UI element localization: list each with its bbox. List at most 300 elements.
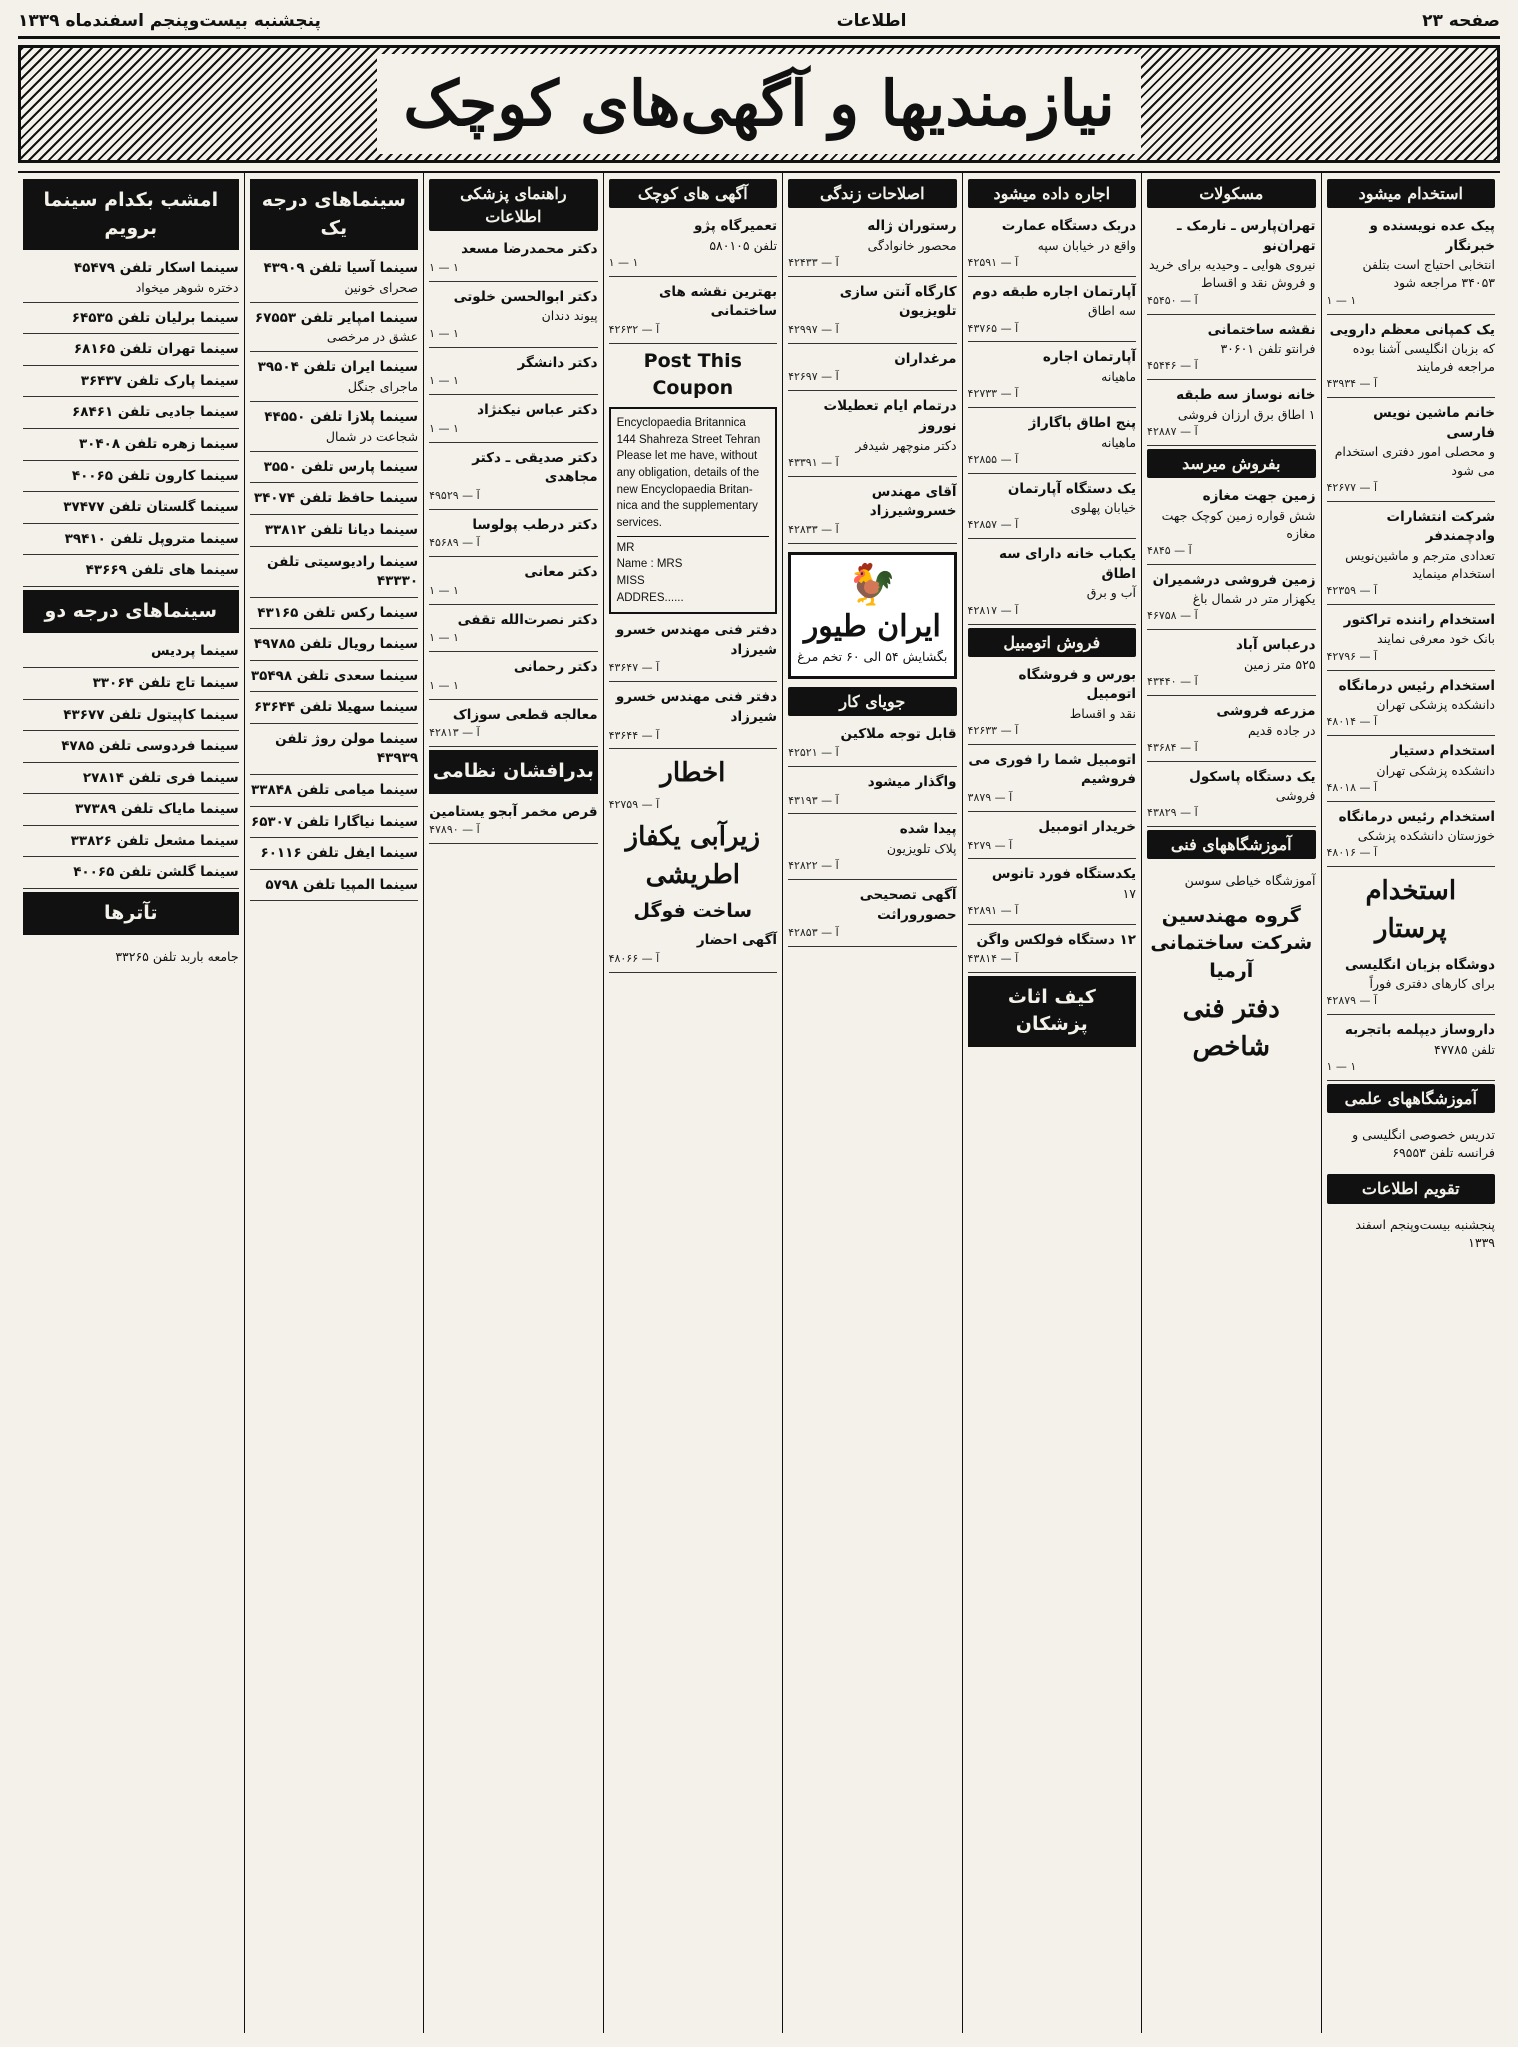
- ad-headline: قابل توجه ملاکین: [840, 726, 957, 743]
- theater-text: جامعه باربد تلفن ۳۳۲۶۵: [115, 948, 239, 964]
- ad-headline: سینما ایفل تلفن ۶۰۱۱۶: [260, 845, 419, 862]
- ad-item: [968, 345, 1136, 408]
- ad-ref: آ — ۳۸۷۹: [967, 791, 1013, 804]
- ad-headline: یک دستگاه آپارتمان: [1007, 480, 1137, 497]
- ad-ref: آ — ۴۳۶۴۷: [608, 661, 660, 675]
- ad-text: در جاده قدیم: [1247, 722, 1316, 738]
- britannica-coupon: [609, 407, 777, 614]
- ad-headline: پنج اطاق باگاراژ: [1028, 415, 1137, 432]
- ad-headline: سینما رویال تلفن ۴۹۷۸۵: [253, 636, 419, 653]
- ad-item: [788, 722, 956, 767]
- ad-ref: ۱ — ۱: [429, 326, 459, 340]
- ad-list: [788, 214, 956, 543]
- big-ad-headline: استخدام پرستار: [1365, 876, 1457, 945]
- ad-text: شش قواره زمین کوچک جهت مغازه: [1161, 507, 1316, 541]
- ad-text: خوزستان دانشکده پزشکی: [1357, 828, 1495, 844]
- section-header: آگهی های کوچک: [609, 179, 777, 208]
- iran-tiyr-ad: [788, 552, 956, 680]
- ad-item: [609, 618, 777, 682]
- ad-text: پلاک تلویزیون: [886, 841, 957, 856]
- ad-item: [1327, 739, 1495, 802]
- ad-headline: دکتر عباس نیکنژاد: [477, 402, 598, 418]
- ad-headline: دفتر فنی مهندس خسرو شیرزاد: [615, 622, 778, 658]
- ad-text: صحرای خونین: [344, 279, 419, 295]
- ad-item: [609, 214, 777, 277]
- big-banner: کیف اثاث پزشکان: [968, 976, 1136, 1047]
- ad-list: [429, 237, 597, 747]
- ad-ref: آ — ۴۲۷۹: [967, 838, 1013, 852]
- coupon-fields: [617, 536, 769, 607]
- ad-ref: آ — ۴۲۸۲۲: [788, 859, 839, 873]
- ad-ref: آ — ۴۲۸۱۷: [967, 603, 1019, 617]
- ad-headline: سینما نیاگارا تلفن ۶۵۳۰۷: [250, 813, 419, 830]
- coupon-line: new Encyclopaedia Britan-: [616, 483, 753, 496]
- ad-item: [788, 280, 956, 344]
- section-header: مسکولات: [1147, 179, 1315, 208]
- ad-text: ماجرای جنگل: [347, 379, 419, 395]
- ad-list: [788, 722, 956, 947]
- ad-item: [23, 766, 239, 795]
- ad-headline: یکباب خانه دارای سه اطاق: [999, 546, 1137, 582]
- ad-item: [250, 256, 418, 303]
- ad-ref: آ — ۴۳۴۴۰: [1147, 675, 1198, 688]
- column-employment: [1321, 173, 1500, 2033]
- ad-item: [250, 601, 418, 630]
- ad-headline: دکتر درطب پولوسا: [472, 516, 598, 533]
- ad-ref: آ — ۴۲۸۷۹: [1326, 994, 1378, 1008]
- ad-ref: آ — ۴۸۴۵: [1147, 543, 1192, 557]
- ad-headline: خانم ماشین نویس فارسی: [1373, 405, 1495, 441]
- ad-item: [1327, 505, 1495, 605]
- column-property: [1141, 173, 1320, 2033]
- ad-headline: سینما تاج تلفن ۳۳۰۶۴: [92, 674, 239, 691]
- ad-item: [968, 280, 1136, 343]
- ad-item: [250, 455, 418, 484]
- ad-item: [1147, 214, 1315, 314]
- ad-item: [1147, 484, 1315, 565]
- ad-headline: سینما رادیوسیتی تلفن ۴۳۳۳۰: [267, 553, 419, 590]
- section-header: آموزشگاههای فنی: [1147, 830, 1315, 859]
- ad-text: ۵۲۵ متر زمین: [1244, 656, 1316, 672]
- ad-headline: خانه نوساز سه طبقه: [1176, 387, 1316, 404]
- ad-item: [250, 632, 418, 661]
- ad-headline: دکتر دانشگر: [517, 354, 598, 371]
- ad-text: نیروی هوایی ـ وحیدیه برای خرید و فروش نقد و اقساط: [1149, 257, 1316, 291]
- ad-headline: آقای مهندس خسروشیرزاد: [869, 483, 957, 520]
- ad-item: [1327, 1018, 1495, 1081]
- ad-ref: ۱ — ۱: [1326, 1060, 1357, 1074]
- ad-item: [968, 411, 1136, 474]
- ad-ref: آ — ۴۳۳۹۱: [788, 455, 839, 469]
- ad-headline: سینما دیانا تلفن ۳۳۸۱۲: [264, 521, 419, 538]
- ad-item: [23, 432, 239, 461]
- ad-item: [23, 703, 239, 732]
- ad-headline: سینما فردوسی تلفن ۴۷۸۵: [61, 738, 239, 755]
- ad-text: آب و برق: [1086, 585, 1137, 601]
- ad-item: [1327, 674, 1495, 737]
- ad-text: بانک خود معرفی نمایند: [1377, 631, 1495, 647]
- ad-text: دکتر منوچهر شیدفر: [855, 437, 957, 453]
- ad-headline: استخدام دستیار: [1390, 743, 1495, 760]
- coupon-field: MR: [616, 541, 635, 554]
- ad-headline: زمین جهت مغازه: [1202, 487, 1316, 504]
- ad-item: [23, 797, 239, 826]
- ad-list: [609, 618, 777, 749]
- section-header: بفروش میرسد: [1147, 449, 1315, 478]
- ad-list: [1327, 214, 1495, 867]
- ad-item: [968, 214, 1136, 277]
- rooster-icon: 🐓: [847, 561, 898, 608]
- ad-ref: ۱ — ۱: [429, 260, 459, 274]
- ad-ref: ۱ — ۱: [429, 583, 459, 597]
- ad-ref: آ — ۴۲۳۵۹: [1326, 583, 1378, 597]
- ad-headline: شرکت انتشارات وادچمندفر: [1386, 508, 1495, 545]
- ad-item: [1327, 953, 1495, 1016]
- ad-item: [1147, 699, 1315, 762]
- ad-item: [968, 663, 1136, 745]
- ad-ref: ۱ — ۱: [429, 631, 459, 645]
- coupon-line: any obligation, details of the: [616, 466, 760, 479]
- ad-text: دختره شوهر میخواد: [135, 279, 239, 295]
- ad-text: واقع در خیابان سپه: [1037, 237, 1137, 253]
- ad-headline: استخدام راننده تراکتور: [1343, 611, 1495, 628]
- ad-headline: رستوران ژاله: [867, 218, 957, 235]
- ad-ref: آ — ۴۲۸۳۳: [788, 522, 839, 536]
- ad-list: [1147, 214, 1315, 446]
- ad-headline: سینما جادیی تلفن ۶۸۴۶۱: [71, 404, 239, 421]
- ad-item: [23, 639, 239, 668]
- ad-headline: دکتر معانی: [524, 564, 598, 581]
- ad-headline: سینما گلشن تلفن ۴۰۰۶۵: [73, 864, 239, 881]
- ad-item: [429, 800, 597, 845]
- ad-item: [968, 928, 1136, 973]
- section-header: فروش اتومبیل: [968, 628, 1136, 657]
- ad-item: [429, 655, 597, 700]
- ad-text: پیوند دندان: [541, 308, 598, 324]
- column-medical: [423, 173, 602, 2033]
- ad-headline: دربک دستگاه عمارت: [1001, 218, 1137, 235]
- ad-ref: آ — ۴۲۸۹۱: [967, 904, 1019, 918]
- cinema-list: [250, 256, 418, 901]
- big-ad-headline: گروه مهندسین شرکت ساختمانی آرمیا: [1150, 904, 1313, 982]
- ad-item: [250, 486, 418, 515]
- ad-text: دانشکده پزشکی تهران: [1376, 697, 1495, 713]
- masthead-title: نیازمندیها و آگهی‌های کوچک: [377, 54, 1140, 154]
- ad-list: [968, 663, 1136, 973]
- ad-item: [23, 369, 239, 398]
- ad-item: [609, 928, 777, 973]
- ad-ref: آ — ۴۳۱۹۳: [788, 793, 839, 807]
- ad-item: [609, 685, 777, 749]
- columns: [18, 171, 1500, 2033]
- ad-headline: سینما برلیان تلفن ۶۴۵۳۵: [71, 309, 239, 326]
- ad-item: [23, 400, 239, 429]
- ad-item: [23, 306, 239, 335]
- ad-headline: سینما آسیا تلفن ۴۳۹۰۹: [263, 260, 419, 277]
- ad-text: خیابان پهلوی: [1070, 500, 1137, 516]
- ad-item: [1327, 401, 1495, 501]
- ad-headline: دکتر نصرت‌الله تقفی: [457, 611, 598, 628]
- ad-text: ماهیانه: [1101, 369, 1137, 384]
- ad-ref: آ — ۴۲۶۳۲: [608, 322, 660, 336]
- ad-headline: سینما المپیا تلفن ۵۷۹۸: [265, 876, 419, 893]
- ad-headline: یک کمپانی معظم دارویی: [1329, 321, 1495, 338]
- coupon-body: [617, 415, 769, 532]
- section-header: تقویم اطلاعات: [1327, 1174, 1495, 1203]
- section-header: اجاره داده میشود: [968, 179, 1136, 208]
- ad-headline: استخدام رئیس درمانگاه: [1338, 808, 1495, 825]
- ad-item: [23, 829, 239, 858]
- ad-list: [968, 214, 1136, 624]
- ad-ref: آ — ۴۶۷۵۸: [1147, 609, 1198, 623]
- ad-headline: سینما متروپل تلفن ۳۹۴۱۰: [64, 530, 239, 547]
- ad-headline: سینما پارک تلفن ۳۶۴۳۷: [80, 372, 239, 389]
- ad-headline: پیک عده نویسنده و خبرنگار: [1369, 218, 1495, 254]
- ad-headline: سینما سعدی تلفن ۳۵۴۹۸: [250, 667, 419, 684]
- ad-item: [968, 748, 1136, 812]
- ad-headline: ۱۲ دستگاه فولکس واگن: [976, 932, 1137, 949]
- big-ad-headline: دفتر فنی شاخص: [1182, 994, 1280, 1062]
- ad-text: تلفن ۵۸۰۱۰۵: [709, 237, 778, 253]
- ad-ref: آ — ۴۲۹۹۷: [788, 322, 839, 336]
- ad-list: [429, 800, 597, 845]
- ad-headline: دکتر محمدرضا مسعد: [461, 241, 598, 258]
- ad-item: [968, 542, 1136, 624]
- ad-item: [1327, 608, 1495, 671]
- ad-item: [1147, 318, 1315, 381]
- ad-headline: کارگاه آنتن سازی تلویزیون: [839, 283, 957, 320]
- ad-text: فرانتو تلفن ۳۰۶۰۱: [1220, 341, 1316, 357]
- ad-item: [23, 256, 239, 303]
- ad-headline: سینما تهران تلفن ۶۸۱۶۵: [73, 341, 239, 358]
- ad-item: [429, 398, 597, 443]
- ad-headline: قرص مخمر آبجو یستامین: [429, 803, 598, 820]
- coupon-field: MISS: [616, 575, 645, 588]
- coupon-line: nica and the supplementary: [616, 500, 758, 513]
- ad-item: [429, 237, 597, 282]
- ad-headline: آگهی تصحیحی حصوروراثت: [859, 887, 957, 923]
- ad-ref: ۱ — ۱: [429, 678, 459, 692]
- ad-headline: تعمیرگاه پژو: [693, 218, 778, 235]
- ad-headline: سینما مایاک تلفن ۳۷۳۸۹: [75, 801, 239, 818]
- section-header: اصلاحات زندگی: [788, 179, 956, 208]
- ad-item: [968, 477, 1136, 540]
- ad-ref: آ — ۴۵۶۸۹: [429, 536, 480, 550]
- section-header: سینماهای درجه یک: [250, 179, 418, 250]
- coupon-title: Post This Coupon: [643, 349, 742, 400]
- ad-ref: آ — ۴۲۸۵۳: [788, 926, 839, 940]
- section-masthead: [18, 45, 1500, 163]
- ad-headline: تهران‌پارس ـ نارمک ـ تهران‌نو: [1177, 218, 1316, 254]
- notice-headline: اخطار: [660, 758, 726, 789]
- ad-list: [609, 214, 777, 344]
- ad-headline: سینما فری تلفن ۲۷۸۱۴: [82, 769, 239, 786]
- ad-headline: داروساز دیپلمه باتجربه: [1344, 1022, 1495, 1039]
- ad-item: [429, 513, 597, 558]
- ad-ref: ۱ — ۱: [429, 374, 459, 388]
- column-rentals: [962, 173, 1141, 2033]
- ad-ref: آ — ۴۲۷۵۹: [608, 798, 660, 812]
- ad-headline: مرغداران: [894, 350, 957, 367]
- ad-list: [1327, 953, 1495, 1081]
- paper-name: اطلاعات: [836, 11, 907, 31]
- ad-item: [429, 446, 597, 510]
- ad-ref: آ — ۴۲۷۳۳: [967, 387, 1019, 401]
- ad-headline: معالجه قطعی سوزاک: [452, 706, 598, 723]
- coupon-line: services.: [616, 517, 662, 529]
- ad-item: [429, 285, 597, 348]
- ad-headline: نقشه ساختمانی: [1207, 321, 1316, 338]
- ad-item: [250, 841, 418, 870]
- ad-ref: آ — ۴۷۸۹۰: [429, 823, 480, 837]
- ad-ref: آ — ۴۲۸۵۵: [967, 452, 1019, 466]
- box-banner: بدرافشان نظامی: [429, 750, 597, 794]
- ad-headline: سینما زهره تلفن ۳۰۴۰۸: [78, 436, 239, 453]
- ad-ref: آ — ۴۸۰۱۸: [1326, 780, 1378, 794]
- section-header: امشب بکدام سینما برویم: [23, 179, 239, 250]
- coupon-line: 144 Shahreza Street Tehran: [616, 433, 761, 446]
- ad-item: [250, 873, 418, 902]
- ad-ref: آ — ۴۳۶۴۴: [608, 728, 660, 742]
- coupon-line: Encyclopaedia Britannica: [616, 416, 746, 429]
- section-header: استخدام میشود: [1327, 179, 1495, 208]
- ad-item: [1147, 633, 1315, 696]
- ad-headline: بورس و فروشگاه اتومبیل: [1018, 666, 1137, 703]
- ad-item: [250, 355, 418, 402]
- ad-headline: زمین فروشی درشمیران: [1152, 571, 1316, 588]
- issue-date: پنجشنبه بیست‌وپنجم اسفندماه ۱۳۳۹: [18, 11, 321, 31]
- ad-item: [1147, 383, 1315, 446]
- big-ad-headline: زیرآبی یکفاز اطریشی: [625, 822, 761, 890]
- brand-name: ایران طیور: [803, 608, 941, 644]
- ad-text: فروشی: [1275, 788, 1316, 804]
- ad-headline: دکتر رحمانی: [513, 659, 598, 676]
- ad-item: [23, 337, 239, 366]
- ad-item: [1147, 765, 1315, 828]
- ad-ref: آ — ۴۲۶۷۷: [1326, 480, 1378, 494]
- ad-ref: آ — ۴۳۶۸۴: [1147, 740, 1198, 754]
- ad-item: [23, 558, 239, 587]
- ad-item: [23, 734, 239, 763]
- ad-item: [250, 518, 418, 547]
- ad-ref: ۱ — ۱: [429, 421, 459, 435]
- ad-headline: آپارتمان اجاره: [1042, 349, 1137, 366]
- cinema-list: [23, 256, 239, 587]
- column-small-ads: [603, 173, 782, 2033]
- section-header: تآترها: [23, 892, 239, 936]
- ad-item: [1147, 568, 1315, 631]
- ad-item: [1327, 805, 1495, 868]
- big-ad-sub: ساخت فوگل: [633, 900, 753, 923]
- calendar-text: پنجشنبه بیست‌وپنجم اسفند ۱۳۳۹: [1355, 1217, 1495, 1251]
- ad-headline: یکدستگاه فورد تانوس: [991, 866, 1137, 883]
- ad-item: [250, 810, 418, 839]
- ad-text: دانشکده پزشکی تهران: [1376, 762, 1495, 778]
- section-header: راهنمای پزشکی اطلاعات: [429, 179, 597, 231]
- ad-headline: آگهی احضار: [696, 932, 778, 949]
- ad-item: [1327, 318, 1495, 399]
- ad-ref: آ — ۴۹۵۲۹: [429, 488, 480, 502]
- ad-item: [23, 527, 239, 556]
- ad-text: نقد و اقساط: [1069, 705, 1137, 721]
- ad-list: [1147, 484, 1315, 827]
- ad-ref: آ — ۴۲۸۱۳: [429, 726, 480, 740]
- coupon-field: ADDRES......: [616, 591, 684, 604]
- ad-item: [788, 480, 956, 544]
- ad-headline: سینما های تلفن ۴۳۶۶۹: [85, 562, 239, 579]
- ad-headline: سینما مولن روژ تلفن ۴۳۹۳۹: [275, 730, 419, 767]
- ad-item: [23, 860, 239, 889]
- ad-headline: سینما حافظ تلفن ۳۴۰۷۴: [253, 490, 419, 507]
- ad-text: و محصلی امور دفتری استخدام می شود: [1334, 444, 1495, 478]
- ad-item: [788, 214, 956, 277]
- ad-item: [968, 815, 1136, 860]
- ad-item: [609, 280, 777, 344]
- ad-text: انتخابی احتیاج است بتلفن ۳۴۰۵۳ مراجعه شود: [1362, 257, 1495, 291]
- ad-headline: بهترین نقشه های ساختمانی: [659, 283, 778, 320]
- ad-item: [429, 703, 597, 748]
- ad-headline: سینما میامی تلفن ۳۳۸۴۸: [250, 782, 419, 799]
- ad-text: که بزبان انگلیسی آشنا بوده مراجعه فرمایند: [1352, 341, 1495, 375]
- ad-headline: سینما سهیلا تلفن ۶۳۶۴۴: [253, 699, 419, 716]
- ad-ref: آ — ۴۳۸۲۹: [1147, 806, 1198, 820]
- coupon-field: Name : MRS: [616, 558, 683, 571]
- ad-text: برای کارهای دفتری فوراً: [1369, 976, 1495, 992]
- ad-text: عشق در مرخصی: [326, 329, 419, 345]
- coupon-line: Please let me have, without: [616, 450, 758, 463]
- ad-headline: خریدار اتومبیل: [1038, 818, 1137, 835]
- ad-item: [250, 664, 418, 693]
- ad-headline: سینما مشعل تلفن ۳۳۸۲۶: [70, 832, 239, 849]
- ad-item: [788, 883, 956, 947]
- ad-ref: آ — ۴۸۰۱۶: [1326, 846, 1378, 860]
- ad-item: [250, 727, 418, 775]
- ad-ref: آ — ۴۲۶۹۷: [788, 370, 839, 384]
- ad-headline: مزرعه فروشی: [1216, 702, 1316, 719]
- ad-text: تعدادی مترجم و ماشین‌نویس استخدام مینماید: [1345, 547, 1495, 581]
- ad-ref: آ — ۴۲۴۳۳: [788, 255, 839, 269]
- ad-headline: دکتر صدیقی ـ دکتر مجاهدی: [472, 449, 598, 486]
- ad-headline: واگذار میشود: [867, 773, 957, 790]
- ad-item: [788, 770, 956, 815]
- column-cinemas-first: [244, 173, 423, 2033]
- ad-text: ۱۷: [1122, 886, 1137, 901]
- ad-headline: سینما گلستان تلفن ۳۷۴۷۷: [63, 499, 239, 516]
- ad-headline: یک دستگاه پاسکول: [1189, 768, 1316, 785]
- ad-item: [1327, 214, 1495, 314]
- ad-headline: دفتر فنی مهندس خسرو شیرزاد: [615, 689, 778, 725]
- ad-headline: پیدا شده: [899, 821, 957, 838]
- ad-headline: سینما کاپیتول تلفن ۴۳۶۷۷: [63, 706, 239, 723]
- ad-headline: دکتر ابوالحسن خلوتی: [453, 288, 598, 305]
- cinema-list: [23, 639, 239, 889]
- ad-ref: آ — ۴۲۸۸۷: [1147, 424, 1198, 438]
- ad-headline: استخدام رئیس درمانگاه: [1338, 677, 1495, 694]
- ad-list: [609, 928, 777, 973]
- ad-headline: اتومبیل شما را فوری می فروشیم: [968, 751, 1137, 788]
- ad-item: [250, 695, 418, 724]
- ad-headline: آپارتمان اجاره طبقه دوم: [972, 283, 1137, 300]
- ad-text: تدریس خصوصی انگلیسی و فرانسه تلفن ۶۹۵۵۳: [1352, 1126, 1495, 1160]
- ad-ref: آ — ۴۲۷۹۶: [1326, 649, 1378, 663]
- ad-ref: آ — ۴۵۴۵۰: [1147, 293, 1198, 307]
- brand-tagline: بگشایش ۵۴ الی ۶۰ تخم مرغ: [797, 649, 948, 665]
- section-header: جویای کار: [788, 687, 956, 716]
- ad-text: آموزشگاه خیاطی سوسن: [1184, 872, 1316, 888]
- ad-headline: سینما رکس تلفن ۴۳۱۶۵: [257, 604, 419, 621]
- ad-text: تلفن ۴۷۷۸۵: [1433, 1041, 1495, 1057]
- ad-item: [250, 550, 418, 598]
